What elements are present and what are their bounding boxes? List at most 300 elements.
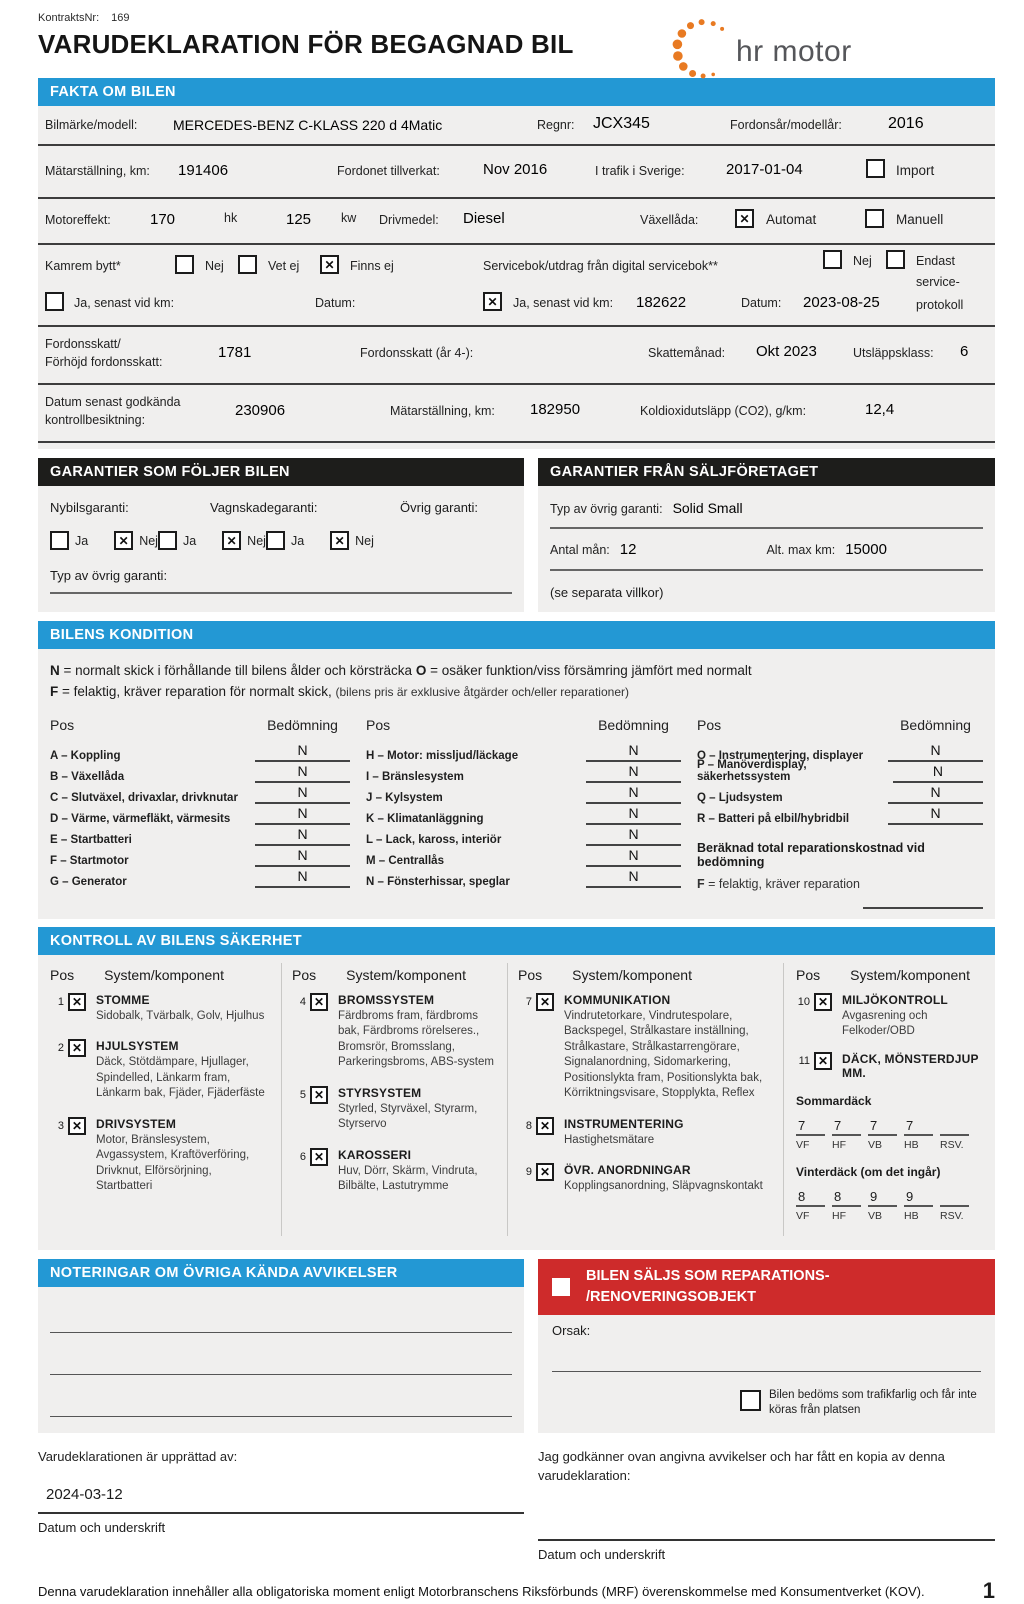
tire-axle-label: RSV. (940, 1209, 964, 1222)
warranty-yes-label: Ja (182, 533, 197, 548)
tire-cell (832, 1118, 861, 1151)
condition-value: N (930, 783, 941, 800)
condition-row (50, 762, 350, 783)
prepared-by-label: Varudeklarationen är upprättad av: (38, 1448, 238, 1464)
section-warranties-seller (538, 458, 995, 612)
warranty-yes-checkbox[interactable] (158, 531, 177, 550)
hp-unit: hk (224, 211, 238, 225)
import-label: Import (896, 163, 935, 178)
regnr-value: JCX345 (593, 115, 650, 132)
safety-checkbox[interactable] (814, 993, 832, 1011)
safety-item-desc: Vindrutetorkare, Vindrutespolare, Backspegel, Strålkastare inställning, Strålkastare, Strålkastarrengörare, Signalanordning, Sidomarkering, Positionslykta fram, Positionslykta bak, Körriktningsvisare, Stopplykta, Reflex (564, 1009, 763, 1100)
condition-value: N (930, 804, 941, 821)
service-book-label: Servicebok/utdrag från digital servicebok** (483, 259, 718, 273)
servicebook-yes-checkbox[interactable] (483, 292, 502, 311)
condition-score-field[interactable] (255, 784, 350, 804)
import-checkbox[interactable] (866, 159, 885, 178)
safety-checkbox[interactable] (310, 1086, 328, 1104)
seller-signature-caption: Datum och underskrift (38, 1520, 166, 1536)
condition-score-field[interactable] (893, 763, 983, 783)
kw-value: 125 (286, 211, 312, 228)
safety-item-desc: Sidobalk, Tvärbalk, Golv, Hjulhus (96, 1009, 265, 1022)
contract-number-value: 169 (111, 12, 130, 24)
servicebook-date-label: Datum: (741, 296, 782, 310)
tire-axle-label: VB (868, 1138, 883, 1151)
safety-checkbox[interactable] (310, 1148, 328, 1166)
condition-value: N (297, 825, 308, 842)
warranty-no-checkbox[interactable] (114, 531, 133, 550)
tire-depth-value[interactable] (940, 1118, 969, 1136)
safety-item-number: 11 (798, 1054, 810, 1067)
condition-label: C – Slutväxel, drivaxlar, drivknutar (50, 791, 238, 804)
condition-value: N (628, 783, 639, 800)
condition-row (50, 825, 350, 846)
safety-item-title: KOMMUNIKATION (564, 992, 671, 1007)
condition-score-field[interactable] (586, 847, 681, 867)
legend-n-code: N (50, 663, 60, 678)
legend-o-text: = osäker funktion/viss försämring jämfört med normalt (430, 663, 752, 678)
belt-date-label: Datum: (315, 296, 356, 310)
condition-assessment-header: Bedömning (900, 716, 971, 733)
inspection-date-value: 230906 (235, 402, 286, 419)
repair-cost-note (697, 877, 983, 891)
safety-checkbox[interactable] (536, 1163, 554, 1181)
condition-label: H – Motor: missljud/läckage (366, 749, 519, 762)
tire-depth-value[interactable]: 7 (796, 1118, 825, 1136)
manufactured-value: Nov 2016 (483, 161, 548, 178)
condition-label: M – Centrallås (366, 854, 444, 867)
seller-warranty-divider (550, 526, 983, 529)
tire-cell (832, 1189, 861, 1222)
condition-score-field[interactable] (586, 868, 681, 888)
section-notes (38, 1259, 524, 1433)
condition-assessment-header: Bedömning (598, 716, 669, 733)
seller-warranty-type-value: Solid Small (672, 500, 743, 516)
safety-pos-header: Pos (50, 966, 75, 983)
tire-cell (904, 1189, 933, 1222)
condition-row (366, 804, 681, 825)
safety-pos-header: Pos (796, 966, 821, 983)
safety-item-title: HJULSYSTEM (96, 1039, 179, 1054)
belt-none-label: Finns ej (350, 259, 394, 273)
condition-row (366, 846, 681, 867)
condition-score-field[interactable] (255, 763, 350, 783)
section-header-warranties-seller: GARANTIER FRÅN SÄLJFÖRETAGET (538, 458, 995, 486)
belt-no-label: Nej (205, 259, 224, 273)
belt-unknown-checkbox[interactable] (238, 255, 257, 274)
safety-checkbox[interactable] (68, 1117, 86, 1135)
buyer-signature-block (538, 1447, 995, 1562)
fakta-row-engine (38, 199, 995, 245)
safety-system-header: System/komponent (346, 966, 466, 983)
condition-label: L – Lack, kaross, interiör (366, 833, 502, 846)
legend-n-text: = normalt skick i förhållande till bilens ålder och körsträcka (63, 663, 413, 678)
tire-axle-label: VF (796, 1138, 810, 1151)
tire-axle-label: VF (796, 1209, 810, 1222)
tire-cell (796, 1118, 825, 1151)
condition-column-2 (366, 741, 681, 888)
condition-row (50, 846, 350, 867)
section-header-repair-object (538, 1259, 995, 1315)
warranty-max-km-value: 15000 (845, 541, 887, 558)
tire-axle-label: RSV. (940, 1138, 964, 1151)
model-value: MERCEDES-BENZ C-KLASS 220 d 4Matic (173, 117, 443, 133)
tax-year4-label: Fordonsskatt (år 4-): (360, 346, 474, 360)
condition-label: D – Värme, värmefläkt, värmesits (50, 812, 231, 825)
condition-score-field[interactable] (255, 742, 350, 762)
traffic-danger-checkbox[interactable] (740, 1390, 761, 1411)
odometer2-value: 182950 (530, 401, 581, 418)
tire-cell (940, 1118, 969, 1151)
safety-system-header: System/komponent (850, 966, 970, 983)
repair-cost-field[interactable] (863, 891, 983, 909)
condition-row (697, 758, 983, 783)
safety-checkbox[interactable] (68, 1039, 86, 1057)
condition-value: N (628, 741, 639, 758)
warranty-no-label: Nej (247, 533, 266, 548)
safety-column-1 (50, 993, 271, 1195)
safety-item (50, 1039, 271, 1102)
contract-number-label: KontraktsNr: (38, 12, 100, 24)
condition-value: N (628, 867, 639, 884)
condition-pos-header: Pos (366, 716, 391, 733)
tire-axle-label: HF (832, 1138, 846, 1151)
belt-yes-label: Ja, senast vid km: (74, 296, 175, 310)
summer-tire-depths (796, 1118, 985, 1151)
condition-label: E – Startbatteri (50, 833, 132, 846)
safety-item-title: BROMSSYSTEM (338, 992, 435, 1007)
condition-label: K – Klimatanläggning (366, 812, 484, 825)
safety-item (518, 993, 773, 1102)
condition-score-field[interactable] (255, 847, 350, 867)
condition-value: N (628, 804, 639, 821)
safety-item-number: 7 (525, 995, 532, 1008)
section-header-notes: NOTERINGAR OM ÖVRIGA KÄNDA AVVIKELSER (38, 1259, 524, 1287)
tire-depth-value[interactable]: 7 (832, 1118, 861, 1136)
new-car-warranty-label: Nybilsgaranti: (50, 500, 129, 515)
safety-item-number: 2 (57, 1042, 64, 1055)
tire-depth-value[interactable]: 7 (868, 1118, 897, 1136)
safety-item (50, 1117, 271, 1195)
belt-none-checkbox[interactable] (320, 255, 339, 274)
condition-score-field[interactable] (255, 826, 350, 846)
odometer-label: Mätarställning, km: (45, 164, 150, 178)
safety-system-header: System/komponent (104, 966, 224, 983)
condition-score-field[interactable] (586, 742, 681, 762)
condition-score-field[interactable] (586, 826, 681, 846)
condition-row (697, 783, 983, 804)
safety-column-4 (796, 993, 985, 1082)
condition-label: J – Kylsystem (366, 791, 443, 804)
safety-item-desc: Kopplingsanordning, Släpvagnskontakt (564, 1180, 763, 1193)
tire-cell (904, 1118, 933, 1151)
fakta-row-mileage (38, 146, 995, 199)
servicebook-protocol-checkbox[interactable] (886, 250, 905, 269)
safety-item-title: MILJÖKONTROLL (842, 992, 948, 1007)
safety-item-number: 9 (525, 1166, 532, 1179)
safety-pos-header: Pos (292, 966, 317, 983)
timing-belt-label: Kamrem bytt* (45, 259, 121, 273)
tire-depth-value[interactable]: 9 (904, 1189, 933, 1207)
safety-item-number: 6 (299, 1150, 306, 1163)
fakta-row-tax (38, 327, 995, 385)
company-logo (656, 12, 852, 91)
condition-value: N (297, 783, 308, 800)
safety-checkbox[interactable] (68, 993, 86, 1011)
buyer-signature-field[interactable] (538, 1538, 995, 1541)
condition-score-field[interactable] (888, 805, 983, 825)
tire-axle-label: HB (904, 1138, 919, 1151)
safety-checkbox[interactable] (536, 1117, 554, 1135)
condition-row (366, 825, 681, 846)
buyer-signature-caption: Datum och underskrift (538, 1546, 666, 1562)
safety-system-header: System/komponent (572, 966, 692, 983)
safety-item (518, 1117, 773, 1149)
inspection-label-1: Datum senast godkända (45, 395, 181, 409)
safety-item (518, 1163, 773, 1195)
servicebook-no-checkbox[interactable] (823, 250, 842, 269)
footer-disclaimer: Denna varudeklaration innehåller alla obligatoriska moment enligt Motorbranschens Riksförbunds (MRF) överenskommelse med Konsumentverket (KOV). (38, 1583, 925, 1599)
condition-row (366, 741, 681, 762)
safety-item (292, 993, 497, 1071)
reason-label: Orsak: (552, 1322, 591, 1338)
condition-label: N – Fönsterhissar, speglar (366, 875, 510, 888)
condition-row (50, 867, 350, 888)
other-warranty-type-label: Typ av övrig garanti: (50, 568, 168, 583)
safety-item-title: STYRSYSTEM (338, 1085, 422, 1100)
section-repair-object (538, 1259, 995, 1433)
condition-column-1 (50, 741, 350, 888)
condition-value: N (932, 762, 943, 779)
belt-no-checkbox[interactable] (175, 255, 194, 274)
servicebook-yes-label: Ja, senast vid km: (513, 296, 614, 310)
legend-o-code: O (415, 663, 427, 678)
warranty-months-label: Antal mån: (550, 543, 610, 557)
notes-field-line-3[interactable] (50, 1415, 512, 1417)
safety-item-number: 10 (797, 995, 810, 1008)
safety-item-title: INSTRUMENTERING (564, 1116, 684, 1131)
tire-depth-value[interactable] (940, 1189, 969, 1207)
buyer-approval-label: Jag godkänner ovan angivna avvikelser och har fått en kopia av denna varudeklaration: (538, 1448, 945, 1484)
in-traffic-value: 2017-01-04 (726, 161, 803, 178)
condition-row (366, 783, 681, 804)
tire-cell (796, 1189, 825, 1222)
reason-field[interactable] (552, 1370, 981, 1372)
safety-pos-header: Pos (518, 966, 543, 983)
safety-item (292, 1086, 497, 1133)
warranty-yes-label: Ja (290, 533, 305, 548)
repair-object-title-1: BILEN SÄLJS SOM REPARATIONS- (586, 1267, 830, 1284)
gearbox-label: Växellåda: (640, 213, 699, 227)
repair-object-checkbox[interactable] (552, 1278, 570, 1296)
fakta-row-belt-service (38, 245, 995, 327)
condition-score-field[interactable] (888, 784, 983, 804)
seller-warranty-type-label: Typ av övrig garanti: (550, 502, 663, 516)
logo-wordmark: hr motor (736, 34, 852, 68)
safety-item-title: DRIVSYSTEM (96, 1116, 177, 1131)
condition-assessment-header: Bedömning (267, 716, 338, 733)
safety-item-desc: Avgasrening och Felkoder/OBD (842, 1009, 928, 1038)
condition-label: P – Manöverdisplay, säkerhetssystem (697, 758, 807, 783)
tire-depth-value[interactable]: 8 (832, 1189, 861, 1207)
co2-value: 12,4 (865, 401, 895, 418)
warranty-group (266, 531, 374, 550)
condition-value: N (930, 741, 941, 758)
safety-item-number: 8 (525, 1119, 532, 1132)
logo-dots-icon (656, 12, 734, 91)
seller-signature-field[interactable] (38, 1511, 524, 1514)
condition-value: N (297, 804, 308, 821)
condition-label: R – Batteri på elbil/hybridbil (697, 812, 850, 825)
condition-score-field[interactable] (255, 805, 350, 825)
safety-item (292, 1148, 497, 1195)
repair-object-title-2: /RENOVERINGSOBJEKT (586, 1288, 756, 1305)
belt-unknown-label: Vet ej (268, 259, 300, 273)
manual-checkbox[interactable] (865, 209, 884, 228)
seller-warranty-divider-2 (550, 568, 983, 571)
condition-score-field[interactable] (586, 805, 681, 825)
damage-warranty-label: Vagnskadegaranti: (210, 500, 318, 515)
condition-score-field[interactable] (586, 763, 681, 783)
condition-pos-header: Pos (697, 716, 722, 733)
vehicle-tax-label-1: Fordonsskatt/ (45, 337, 121, 351)
condition-label: B – Växellåda (50, 770, 125, 783)
safety-item-number: 4 (299, 995, 306, 1008)
page-title: VARUDEKLARATION FÖR BEGAGNAD BIL (38, 29, 574, 59)
hp-value: 170 (150, 211, 176, 228)
warranty-max-km-label: Alt. max km: (766, 543, 836, 557)
manufactured-label: Fordonet tillverkat: (337, 164, 440, 178)
condition-value: N (297, 762, 308, 779)
belt-yes-checkbox[interactable] (45, 292, 64, 311)
condition-row (50, 804, 350, 825)
tire-depth-value[interactable]: 8 (796, 1189, 825, 1207)
traffic-danger-row (552, 1388, 981, 1418)
regnr-label: Regnr: (537, 118, 575, 132)
servicebook-date-value: 2023-08-25 (803, 294, 880, 311)
safety-item-desc: Styrled, Styrväxel, Styrarm, Styrservo (338, 1102, 478, 1131)
safety-item-title: STOMME (96, 992, 150, 1007)
condition-label: O – Instrumentering, displayer (697, 749, 864, 762)
safety-checkbox[interactable] (814, 1052, 832, 1070)
safety-item-desc: Huv, Dörr, Skärm, Vindruta, Bilbälte, Lastutrymme (338, 1164, 478, 1193)
vehicle-tax-label-2: Förhöjd fordonsskatt: (45, 355, 163, 369)
tax-month-value: Okt 2023 (756, 343, 817, 360)
repair-f-code: F (697, 876, 705, 891)
separate-terms-note: (se separata villkor) (550, 585, 664, 600)
automatic-label: Automat (766, 212, 817, 227)
page-number: 1 (982, 1577, 995, 1603)
safety-item-desc: Färdbroms fram, färdbroms bak, Färdbroms rörelseres., Bromsrör, Bromsslang, Parkeringsbroms, ABS-system (338, 1009, 494, 1069)
tax-month-label: Skattemånad: (648, 346, 726, 360)
warranty-no-label: Nej (139, 533, 158, 548)
condition-score-field[interactable] (255, 868, 350, 888)
safety-item-desc: Däck, Stötdämpare, Hjullager, Spindelled, Länkarm fram, Länkarm bak, Fjäder, Fjäderfäste (96, 1056, 265, 1100)
traffic-danger-text: Bilen bedöms som trafikfarlig och får inte köras från platsen (769, 1388, 977, 1416)
tire-cell (868, 1118, 897, 1151)
condition-score-field[interactable] (586, 784, 681, 804)
tire-axle-label: HF (832, 1209, 846, 1222)
warranty-group (50, 531, 158, 550)
notes-field-line-1[interactable] (50, 1331, 512, 1333)
legend-f-text: = felaktig, kräver reparation för normalt skick, (62, 683, 332, 699)
condition-label: I – Bränslesystem (366, 770, 464, 783)
servicebook-protocol-label-1: Endast (916, 254, 955, 268)
safety-item (50, 993, 271, 1025)
warranty-no-checkbox[interactable] (222, 531, 241, 550)
winter-tire-depths (796, 1189, 985, 1222)
safety-column-3 (518, 993, 773, 1195)
legend-f-paren: (bilens pris är exklusive åtgärder och/eller reparationer) (335, 684, 629, 699)
document-footer (38, 1577, 995, 1604)
condition-legend (50, 661, 983, 703)
safety-item (796, 993, 985, 1040)
inspection-label-2: kontrollbesiktning: (45, 413, 146, 427)
notes-field-line-2[interactable] (50, 1373, 512, 1375)
tire-cell (868, 1189, 897, 1222)
safety-item-number: 5 (299, 1088, 306, 1101)
vehicle-tax-value: 1781 (218, 344, 252, 361)
repair-f-text: = felaktig, kräver reparation (708, 876, 860, 891)
warranty-yes-checkbox[interactable] (266, 531, 285, 550)
co2-label: Koldioxidutsläpp (CO2), g/km: (640, 404, 807, 418)
condition-label: G – Generator (50, 875, 127, 888)
other-warranty-type-field[interactable] (50, 591, 512, 594)
condition-row (366, 762, 681, 783)
tire-cell (940, 1189, 969, 1222)
section-header-condition: BILENS KONDITION (38, 621, 995, 649)
safety-checkbox[interactable] (536, 993, 554, 1011)
condition-row (50, 783, 350, 804)
emission-class-label: Utsläppsklass: (853, 346, 934, 360)
condition-column-3 (697, 741, 983, 825)
other-warranty-label: Övrig garanti: (400, 500, 479, 515)
tire-depth-value[interactable]: 9 (868, 1189, 897, 1207)
warranty-yes-checkbox[interactable] (50, 531, 69, 550)
servicebook-km-value: 182622 (636, 294, 687, 311)
seller-signature-block (38, 1447, 524, 1562)
tire-axle-label: VB (868, 1209, 883, 1222)
tire-depth-value[interactable]: 7 (904, 1118, 933, 1136)
automatic-checkbox[interactable] (735, 209, 754, 228)
kw-unit: kw (341, 211, 357, 225)
manual-label: Manuell (896, 212, 944, 227)
condition-value: N (628, 846, 639, 863)
safety-item-title: DÄCK, MÖNSTERDJUP MM. (842, 1051, 979, 1080)
odometer2-label: Mätarställning, km: (390, 404, 495, 418)
condition-value: N (297, 741, 308, 758)
fuel-value: Diesel (463, 210, 505, 227)
section-fakta (38, 78, 995, 449)
safety-item-number: 1 (57, 995, 64, 1008)
condition-label: Q – Ljudsystem (697, 791, 783, 804)
warranty-no-checkbox[interactable] (330, 531, 349, 550)
servicebook-protocol-label-2: service- (916, 275, 960, 289)
section-header-fakta: FAKTA OM BILEN (38, 78, 995, 106)
safety-checkbox[interactable] (310, 993, 328, 1011)
warranty-yes-label: Ja (75, 533, 89, 548)
condition-score-field[interactable] (888, 742, 983, 762)
safety-item-desc: Hastighetsmätare (564, 1133, 655, 1146)
safety-item-number: 3 (57, 1119, 64, 1132)
servicebook-no-label: Nej (853, 254, 872, 268)
engine-power-label: Motoreffekt: (45, 213, 111, 227)
model-label: Bilmärke/modell: (45, 118, 138, 132)
condition-value: N (297, 867, 308, 884)
fakta-row-model (38, 106, 995, 146)
safety-item (796, 1052, 985, 1082)
section-header-safety: KONTROLL AV BILENS SÄKERHET (38, 927, 995, 955)
